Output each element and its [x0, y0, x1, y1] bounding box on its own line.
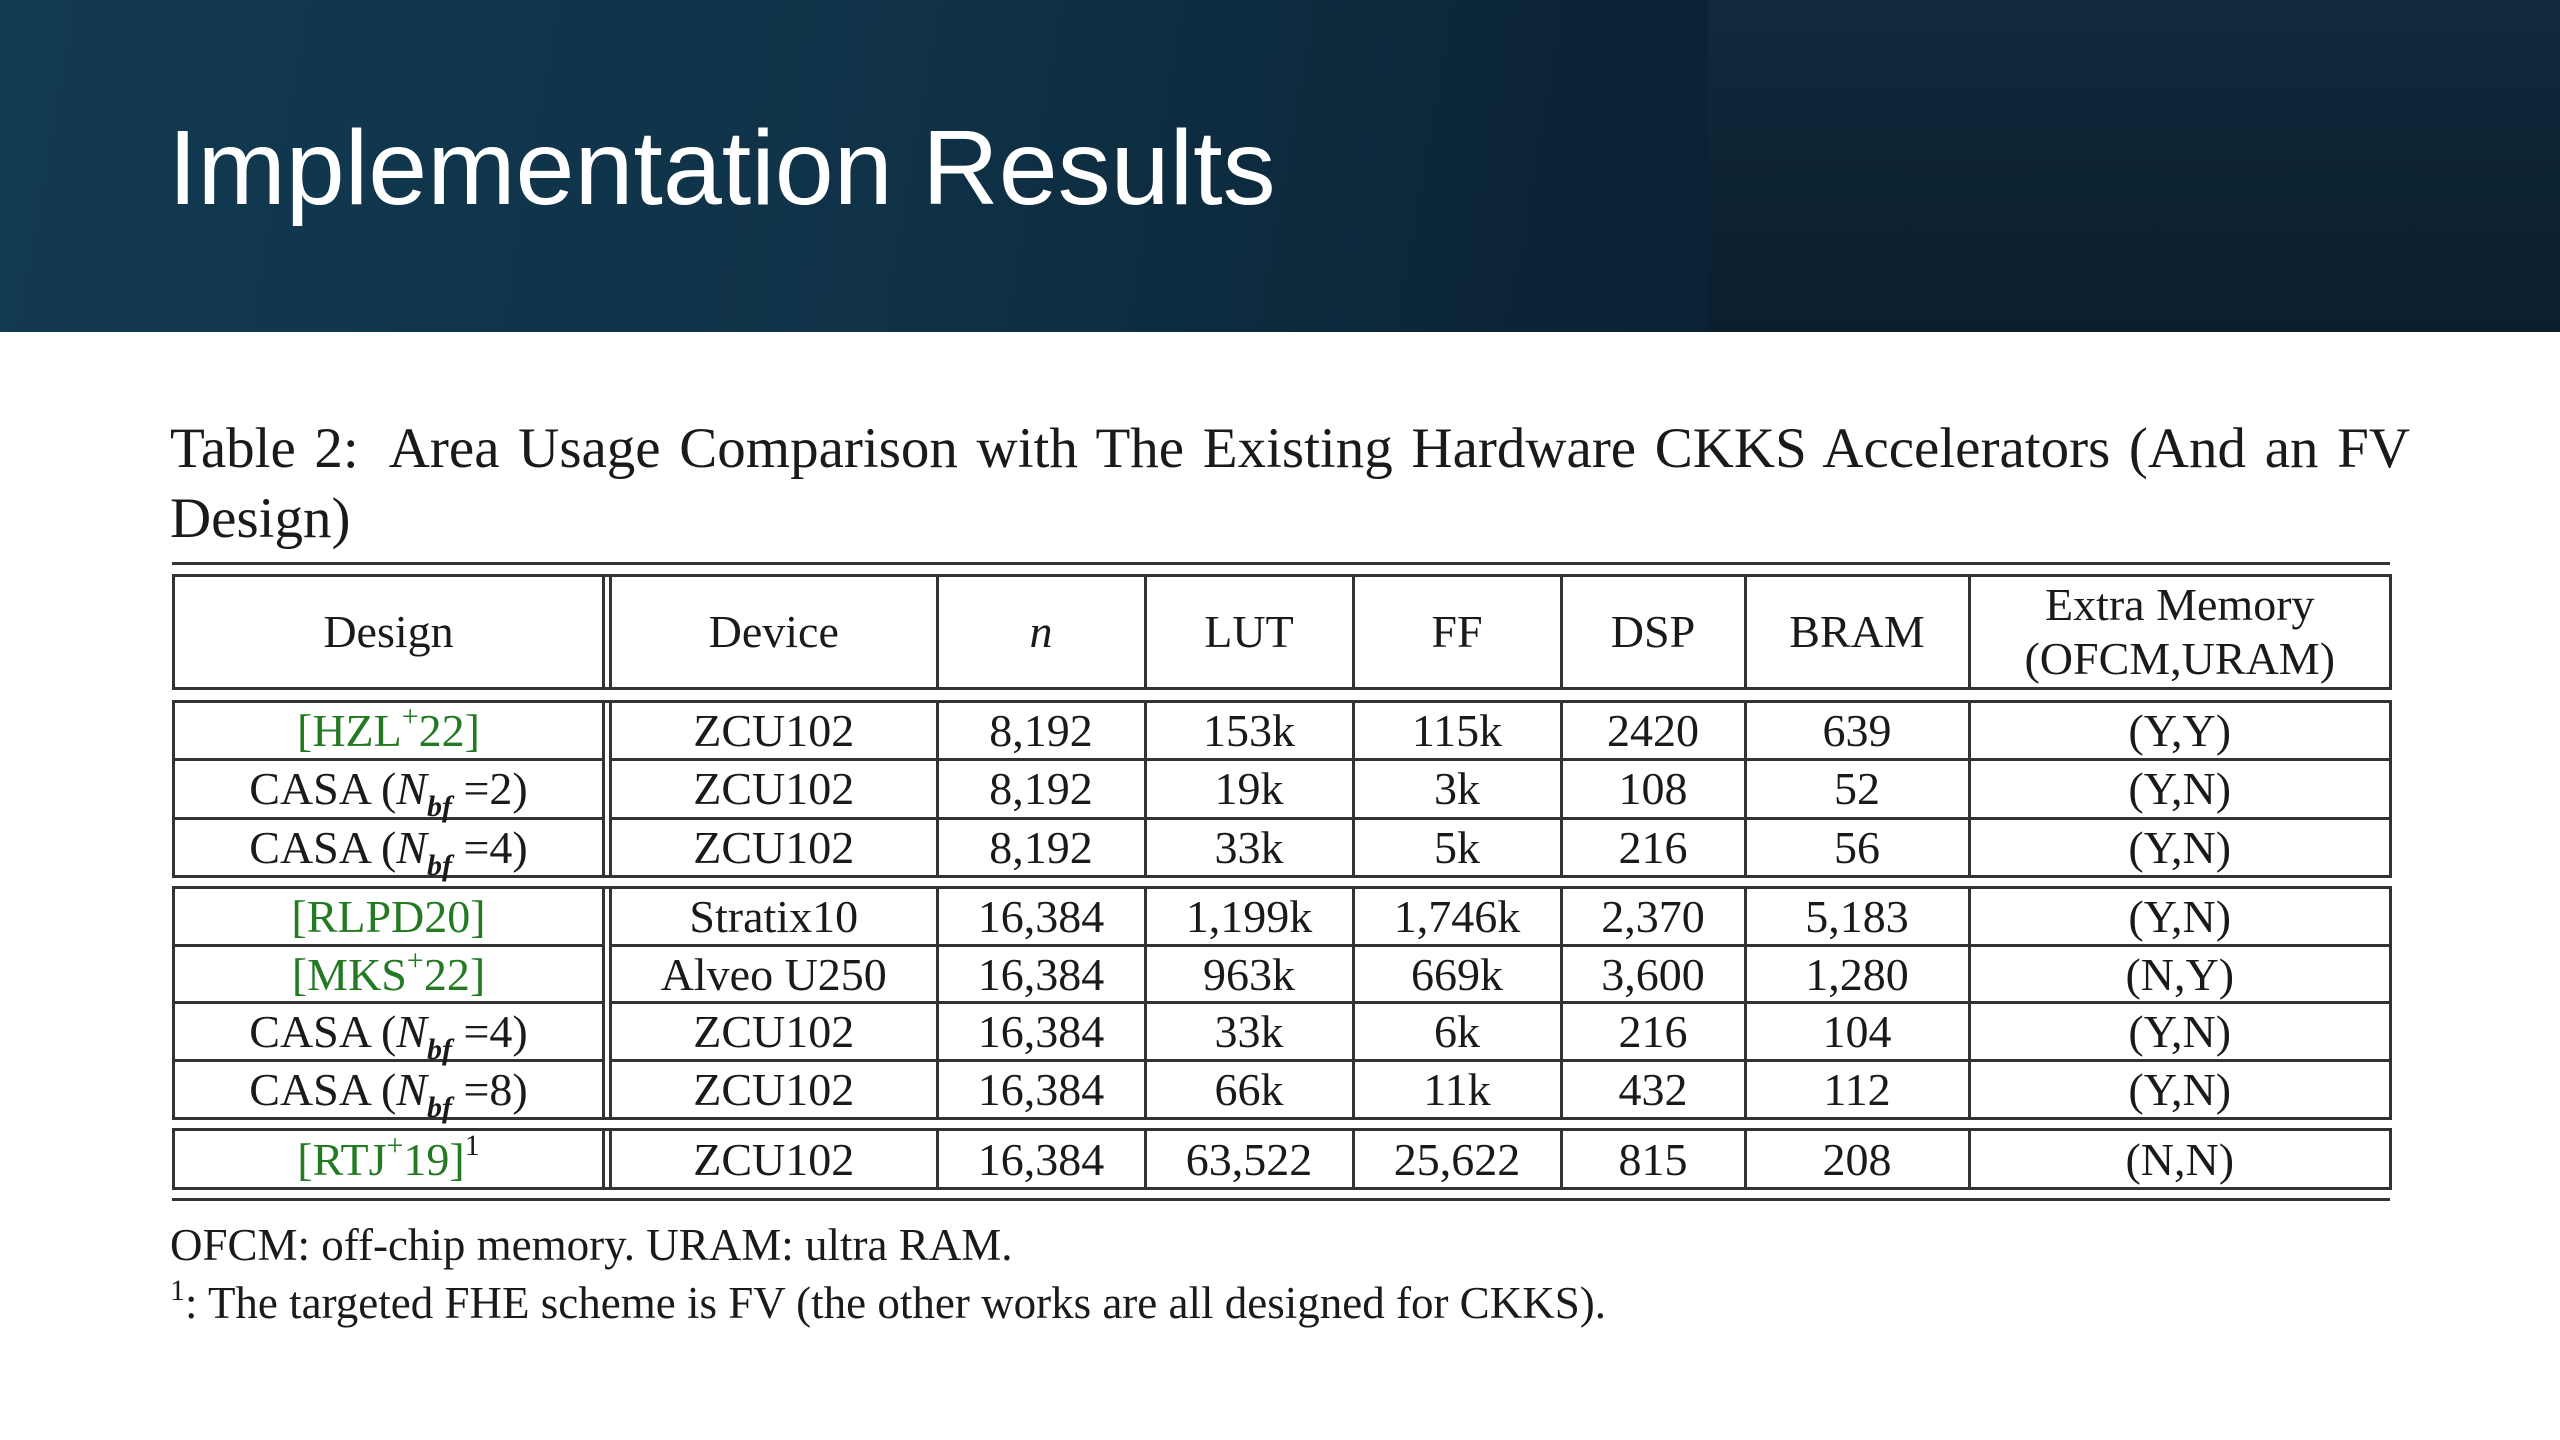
slide-header [0, 0, 2560, 332]
extra-cell: (N,Y) [1969, 945, 2389, 1003]
table-row [175, 945, 2389, 1003]
design-cell [175, 1128, 607, 1187]
table-row [175, 1131, 2389, 1187]
table-row [175, 760, 2389, 818]
n-cell: 8,192 [937, 818, 1145, 875]
footnote-marker: 1 [464, 1128, 480, 1162]
ff-cell: 25,622 [1353, 1131, 1561, 1187]
header-right-panel [1708, 0, 2560, 332]
ff-cell: 11k [1353, 1061, 1561, 1117]
table-row [175, 1003, 2389, 1061]
dsp-cell: 108 [1561, 760, 1745, 818]
bram-cell: 52 [1745, 760, 1969, 818]
lut-cell: 33k [1145, 1003, 1353, 1061]
table-caption-text: Area Usage Comparison with The Existing Hardware CKKS Accelerators (And an FV Design) [170, 417, 2411, 550]
lut-cell: 33k [1145, 818, 1353, 875]
header-design: Design [323, 606, 454, 657]
dsp-cell: 2,370 [1561, 889, 1745, 945]
header-extra-memory [1969, 577, 2389, 687]
extra-cell: (N,N) [1969, 1131, 2389, 1187]
table-group-3-grid [175, 1128, 2389, 1187]
bottom-rule [172, 1198, 2390, 1201]
table-group-1-grid [175, 700, 2389, 882]
n-cell: 16,384 [937, 1061, 1145, 1117]
device-cell: ZCU102 [607, 1003, 937, 1061]
header-lut: LUT [1145, 577, 1353, 687]
design-cell [175, 889, 607, 945]
lut-cell: 66k [1145, 1061, 1353, 1117]
citation-link[interactable]: [RLPD20] [291, 890, 486, 942]
n-cell: 16,384 [937, 945, 1145, 1003]
table-row [175, 703, 2389, 760]
bram-cell: 104 [1745, 1003, 1969, 1061]
footnote-abbreviations: OFCM: off-chip memory. URAM: ultra RAM. [170, 1220, 1013, 1270]
header-n: n [937, 577, 1145, 687]
device-cell: ZCU102 [607, 703, 937, 760]
device-cell: ZCU102 [607, 818, 937, 875]
dsp-cell: 216 [1561, 1003, 1745, 1061]
table-group-3 [172, 1128, 2392, 1190]
device-cell: Alveo U250 [607, 945, 937, 1003]
table-group-2 [172, 886, 2392, 1125]
extra-cell: (Y,Y) [1969, 703, 2389, 760]
header-ff: FF [1353, 577, 1561, 687]
n-cell: 8,192 [937, 703, 1145, 760]
header-extra-line1: Extra Memory [2044, 579, 2315, 630]
design-cell: CASA $(N_{bf} =4)$ [175, 1003, 607, 1061]
citation-link[interactable]: [MKS+22] [291, 943, 486, 1000]
design-cell: CASA $(N_{bf} =2)$ [175, 760, 607, 818]
table-caption-label: Table 2: [170, 417, 359, 480]
ff-cell: 115k [1353, 703, 1561, 760]
n-cell: 8,192 [937, 760, 1145, 818]
bram-cell: 56 [1745, 818, 1969, 875]
table-caption [170, 414, 2410, 554]
header-device: Device [607, 577, 937, 687]
table-group-2-grid [175, 889, 2389, 1125]
dsp-cell: 3,600 [1561, 945, 1745, 1003]
design-cell: CASA $(N_{bf} =8)$ [175, 1061, 607, 1117]
dsp-cell: 2420 [1561, 703, 1745, 760]
bram-cell: 639 [1745, 703, 1969, 760]
extra-cell: (Y,N) [1969, 1003, 2389, 1061]
device-cell: ZCU102 [607, 1061, 937, 1117]
ff-cell: 669k [1353, 945, 1561, 1003]
design-cell [175, 700, 607, 760]
dsp-cell: 216 [1561, 818, 1745, 875]
bram-cell: 5,183 [1745, 889, 1969, 945]
footnote-scheme: $^1$: The targeted FHE scheme is FV (the other works are all designed for CKKS). [170, 1274, 1606, 1328]
design-cell: CASA $(N_{bf} =4)$ [175, 818, 607, 875]
lut-cell: 19k [1145, 760, 1353, 818]
table-row [175, 1061, 2389, 1117]
header-extra-line2: (OFCM,URAM) [2024, 633, 2336, 684]
n-cell: 16,384 [937, 889, 1145, 945]
table-footnotes [170, 1216, 1606, 1332]
table-header [175, 577, 2389, 687]
slide-title: Implementation Results [168, 109, 1276, 227]
table-row [175, 889, 2389, 945]
dsp-cell: 815 [1561, 1131, 1745, 1187]
header-dsp: DSP [1561, 577, 1745, 687]
device-cell: ZCU102 [607, 1131, 937, 1187]
lut-cell: 63,522 [1145, 1131, 1353, 1187]
ff-cell: 1,746k [1353, 889, 1561, 945]
ff-cell: 3k [1353, 760, 1561, 818]
header-row [175, 577, 2389, 687]
top-rule [172, 562, 2390, 565]
lut-cell: 153k [1145, 703, 1353, 760]
extra-cell: (Y,N) [1969, 760, 2389, 818]
citation-link[interactable]: [RTJ+19] [297, 1128, 465, 1185]
table-row [175, 818, 2389, 875]
ff-cell: 6k [1353, 1003, 1561, 1061]
bram-cell: 112 [1745, 1061, 1969, 1117]
n-cell: 16,384 [937, 1131, 1145, 1187]
n-cell: 16,384 [937, 1003, 1145, 1061]
table-group-1 [172, 700, 2392, 882]
extra-cell: (Y,N) [1969, 889, 2389, 945]
design-cell [175, 945, 607, 1003]
extra-cell: (Y,N) [1969, 818, 2389, 875]
device-cell: ZCU102 [607, 760, 937, 818]
header-bram: BRAM [1745, 577, 1969, 687]
bram-cell: 1,280 [1745, 945, 1969, 1003]
citation-link[interactable]: [HZL+22] [297, 700, 480, 757]
dsp-cell: 432 [1561, 1061, 1745, 1117]
bram-cell: 208 [1745, 1131, 1969, 1187]
device-cell: Stratix10 [607, 889, 937, 945]
lut-cell: 1,199k [1145, 889, 1353, 945]
lut-cell: 963k [1145, 945, 1353, 1003]
table-header-box [172, 574, 2392, 690]
ff-cell: 5k [1353, 818, 1561, 875]
extra-cell: (Y,N) [1969, 1061, 2389, 1117]
